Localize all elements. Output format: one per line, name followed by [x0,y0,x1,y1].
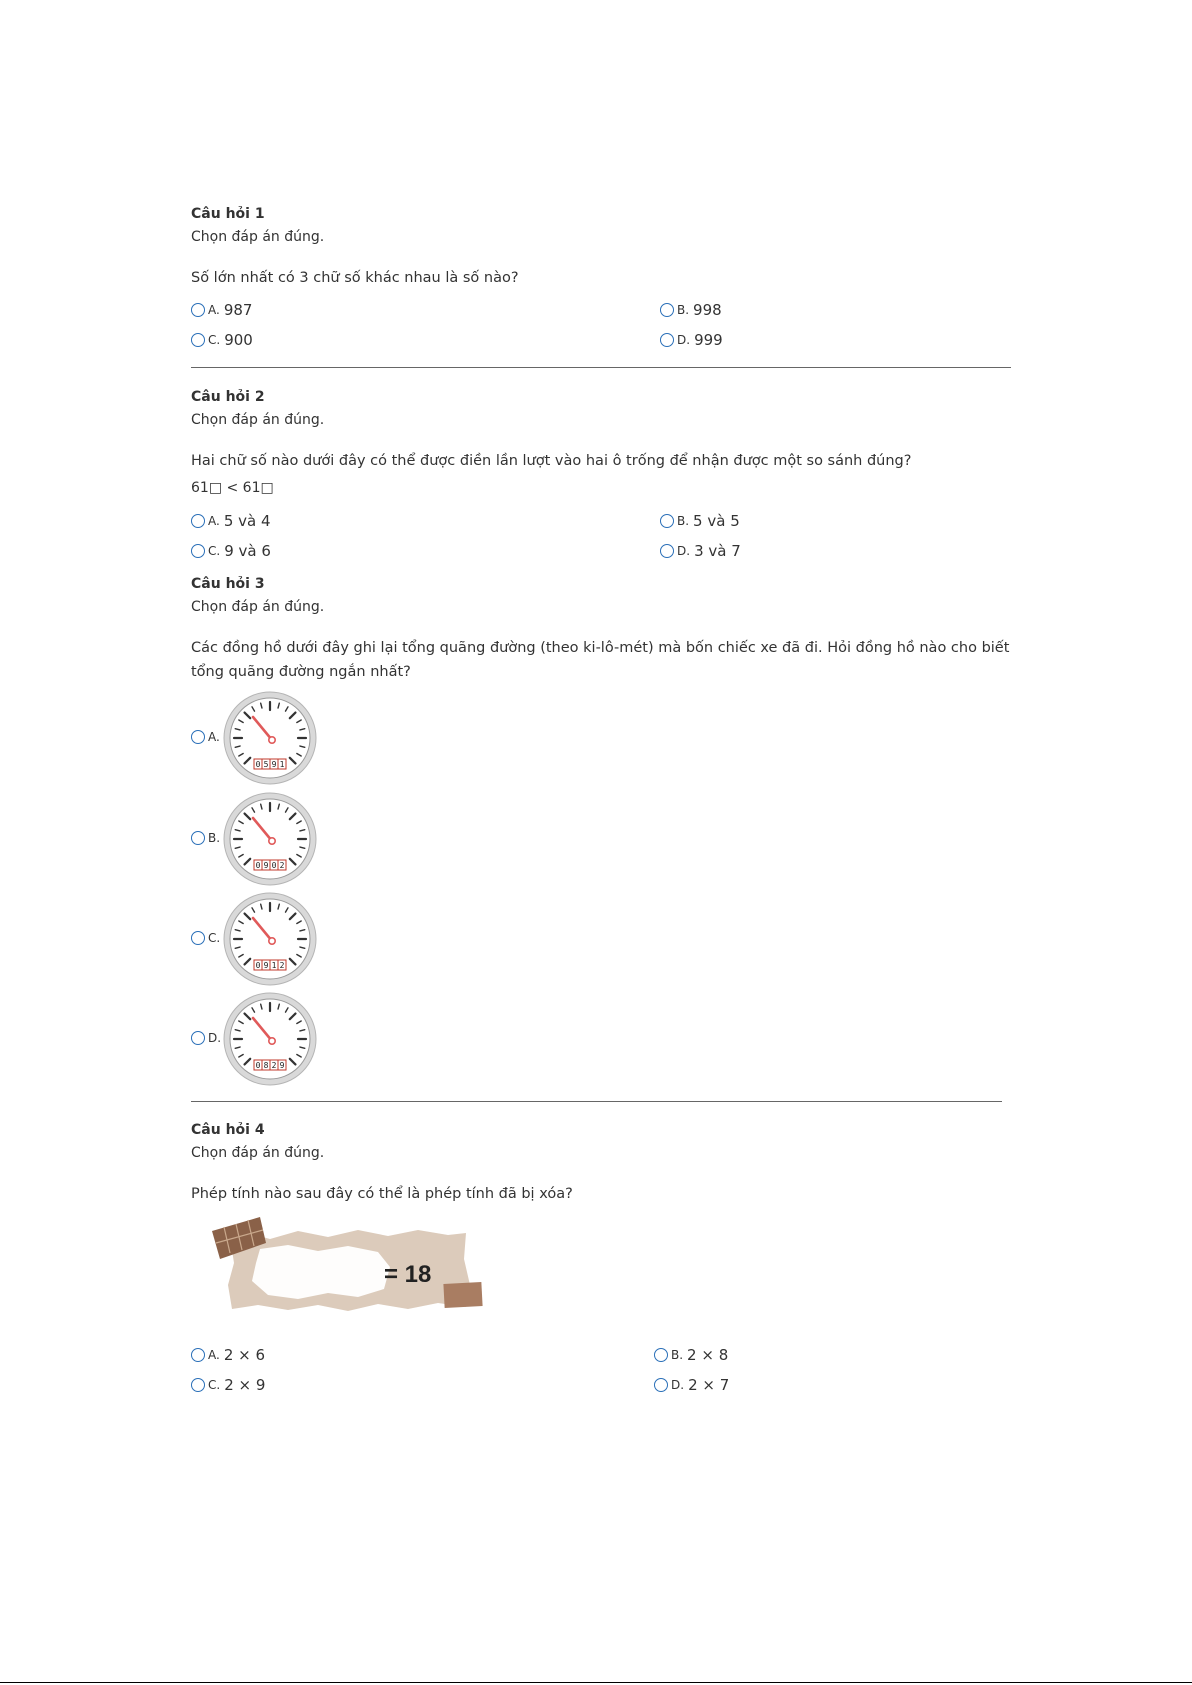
question-title: Câu hỏi 3 [191,576,265,592]
odometer-digit: 5 [263,760,269,769]
option-value: 2 × 9 [224,1376,266,1394]
odometer-digit: 0 [255,1061,261,1070]
option-a[interactable] [191,301,252,319]
odometer-digit: 9 [271,760,277,769]
gauge-hub [269,1038,275,1044]
question-text: tổng quãng đường ngắn nhất? [191,664,411,680]
gauge-svg [222,690,318,786]
option-value: 987 [223,301,253,319]
radio-icon[interactable] [191,514,205,528]
question-text: Các đồng hồ dưới đây ghi lại tổng quãng đường (theo ki-lô-mét) mà bốn chiếc xe đã đi. Hỏi đồng hồ nào cho biết [191,640,1010,656]
option-value: 2 × 8 [687,1346,729,1364]
option-value: 999 [694,331,723,349]
option-b[interactable] [191,831,224,845]
radio-icon[interactable] [191,544,205,558]
option-value: 5 và 5 [693,512,740,530]
option-letter: D. [677,544,691,558]
radio-icon[interactable] [191,333,205,347]
option-letter: D. [208,1031,222,1045]
odometer-digit: 2 [279,961,285,970]
option-c[interactable] [191,331,253,349]
option-a[interactable] [191,512,271,530]
question-instruction: Chọn đáp án đúng. [191,229,325,245]
radio-icon[interactable] [191,1348,205,1362]
option-value: 3 và 7 [694,542,741,560]
radio-icon[interactable] [660,303,674,317]
option-value: 998 [693,301,722,319]
option-d[interactable] [654,1376,729,1394]
question-title: Câu hỏi 4 [191,1122,265,1138]
radio-icon[interactable] [191,730,205,744]
question-4 [191,1122,324,1162]
option-a[interactable] [191,730,224,744]
question-1 [191,206,324,246]
option-c[interactable] [191,1376,265,1394]
option-value: 9 và 6 [224,542,271,560]
option-value: 5 và 4 [223,512,271,530]
option-letter: A. [208,730,220,744]
odometer-digit: 9 [263,961,269,970]
option-letter: D. [671,1378,685,1392]
option-a[interactable] [191,1346,265,1364]
option-d[interactable] [191,1031,225,1045]
erased-area [252,1245,390,1299]
odometer-digit: 2 [279,861,285,870]
question-title: Câu hỏi 2 [191,389,265,405]
option-c[interactable] [191,931,224,945]
question-instruction: Chọn đáp án đúng. [191,599,325,615]
radio-icon[interactable] [660,544,674,558]
comparison-expression: 61□ < 61□ [191,480,274,496]
odometer-digit: 9 [263,861,269,870]
question-instruction: Chọn đáp án đúng. [191,412,325,428]
radio-icon[interactable] [654,1378,668,1392]
option-letter: C. [208,544,221,558]
odometer-gauge [222,791,318,891]
gauge-svg [222,791,318,887]
odometer-digit: 0 [255,760,261,769]
odometer-digit: 9 [279,1061,285,1070]
tape-icon [443,1282,482,1308]
option-letter: C. [208,333,221,347]
erased-equation-image [208,1215,488,1317]
odometer-digit: 0 [255,961,261,970]
option-letter: A. [208,1348,220,1362]
radio-icon[interactable] [191,303,205,317]
odometer-digit: 1 [271,961,277,970]
question-3 [191,576,324,616]
image-equation-text: = 18 [384,1261,432,1288]
odometer-gauge [222,991,318,1091]
question-divider [191,1101,1002,1102]
page-bottom-rule [0,1682,1192,1683]
radio-icon[interactable] [191,1031,205,1045]
odometer-digit: 8 [263,1061,269,1070]
gauge-hub [269,737,275,743]
question-text: Hai chữ số nào dưới đây có thể được điền lần lượt vào hai ô trống để nhận được một so sánh đúng? [191,453,912,469]
question-title: Câu hỏi 1 [191,206,265,222]
option-letter: C. [208,1378,221,1392]
option-letter: A. [208,514,220,528]
option-letter: B. [677,303,690,317]
option-value: 900 [224,331,253,349]
odometer-digit: 0 [255,861,261,870]
odometer-digit: 0 [271,861,277,870]
option-value: 2 × 7 [688,1376,730,1394]
option-letter: C. [208,931,221,945]
radio-icon[interactable] [191,1378,205,1392]
gauge-svg [222,991,318,1087]
option-b[interactable] [660,512,740,530]
radio-icon[interactable] [660,333,674,347]
option-letter: B. [208,831,221,845]
radio-icon[interactable] [191,831,205,845]
option-value: 2 × 6 [223,1346,266,1364]
option-b[interactable] [654,1346,728,1364]
option-letter: D. [677,333,691,347]
option-b[interactable] [660,301,722,319]
odometer-digit: 2 [271,1061,277,1070]
option-letter: B. [671,1348,684,1362]
option-d[interactable] [660,542,741,560]
odometer-digit: 1 [279,760,285,769]
question-instruction: Chọn đáp án đúng. [191,1145,325,1161]
option-c[interactable] [191,542,271,560]
question-2 [191,389,324,429]
odometer-gauge [222,891,318,991]
option-d[interactable] [660,331,723,349]
question-text: Phép tính nào sau đây có thể là phép tính đã bị xóa? [191,1186,573,1202]
gauge-svg [222,891,318,987]
radio-icon[interactable] [654,1348,668,1362]
option-letter: B. [677,514,690,528]
radio-icon[interactable] [660,514,674,528]
question-divider [191,367,1011,368]
radio-icon[interactable] [191,931,205,945]
option-letter: A. [208,303,220,317]
question-text: Số lớn nhất có 3 chữ số khác nhau là số nào? [191,270,519,286]
odometer-gauge [222,690,318,790]
gauge-hub [269,838,275,844]
gauge-hub [269,938,275,944]
